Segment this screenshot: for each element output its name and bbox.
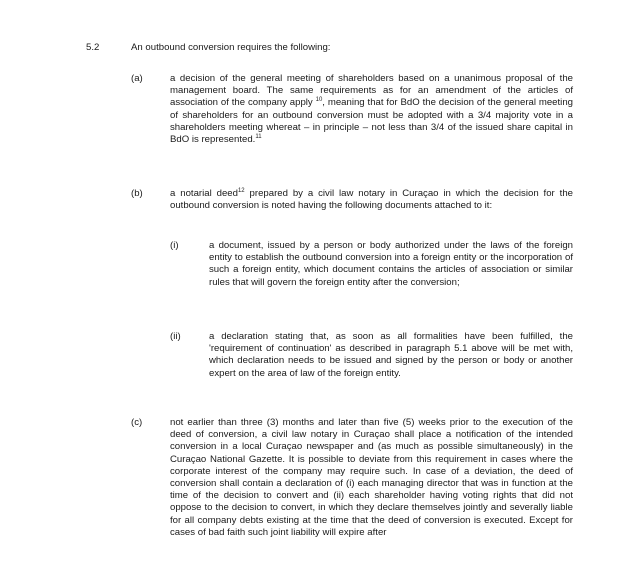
item-text: not earlier than three (3) months and later than five (5) weeks prior to the execution of the deed of conversion, a civil law notary in Curaçao shall place a notification of the intended conversion in a local Curaçao newspaper and (as much as possible simultaneously) in the Curaçao National Gazette. It is possible to deviate from this requirement in cases where the corporate interest of the company may require such. In case of a deviation, the deed of conversion shall contain a declaration of (i) each managing director that was in function at the time of the decision to convert and (ii) each shareholder having voting rights that did not oppose to the decision to convert, in which they declare themselves jointly and severally liable for all company debts existing at the time that the deed of conversion is executed. Except for cases of bad faith such joint liability will expire after: [170, 417, 573, 538]
item-text: a decision of the general meeting of shareholders based on a unanimous proposal of the management board. The same requirements as for an amendment of the articles of association of the company apply $^{10}$, meaning that for BdO the decision of the general meeting of shareholders for an outbound conversion must be adopted with a 3/4 majority vote in a shareholders meeting whereat – in principle – not less than 3/4 of the issued share capital in BdO is represented.$^{11}$: [170, 73, 573, 146]
subitem-label: (i): [170, 240, 179, 251]
footnote-ref[interactable]: 10: [315, 97, 323, 104]
section-number: 5.2: [86, 42, 100, 53]
item-label: (b): [131, 188, 143, 199]
subitem-text: a document, issued by a person or body authorized under the laws of the foreign entity to establish the outbound conversion into a foreign entity or the incorporation of such a foreign entity, which document contains the articles of association or similar rules that will govern the foreign entity after the conversion;: [209, 240, 573, 288]
section-title: An outbound conversion requires the following:: [131, 42, 331, 53]
item-label: (a): [131, 73, 143, 84]
footnote-ref[interactable]: 11: [255, 133, 262, 140]
item-label: (c): [131, 417, 143, 428]
subitem-text: a declaration stating that, as soon as all formalities have been fulfilled, the 'requirement of continuation' as described in paragraph 5.1 above will be met with, which declaration needs to be issued and signed by the person or body or another expert on the area of law of the foreign entity.: [209, 331, 573, 379]
item-text: a notarial deed$^{12}$ prepared by a civil law notary in Curaçao in which the decision for the outbound conversion is noted having the following documents attached to it:: [170, 187, 573, 212]
footnote-ref[interactable]: 12: [237, 187, 245, 194]
subitem-label: (ii): [170, 331, 181, 342]
